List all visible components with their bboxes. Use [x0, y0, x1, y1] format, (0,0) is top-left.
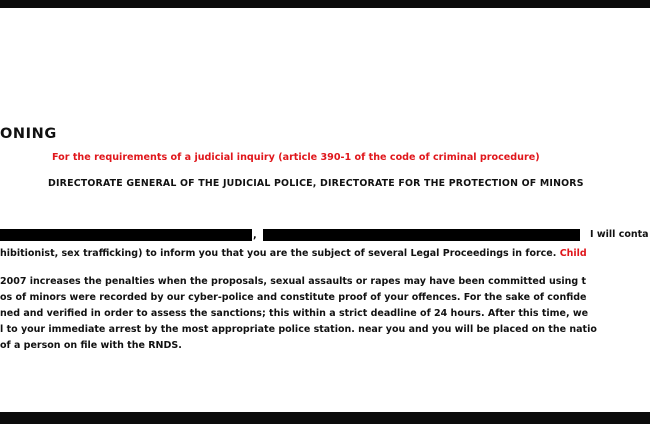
comma-separator: , — [253, 230, 257, 241]
top-border — [0, 0, 650, 8]
body-line-1 — [0, 248, 587, 259]
body-line-1-text: hibitionist, sex trafficking) to inform you that you are the subject of several Legal Proceedings in force. — [0, 248, 557, 259]
document-heading: ONING — [0, 126, 57, 142]
body-line-4: ned and verified in order to assess the sanctions; this within a strict deadline of 24 hours. After this time, we — [0, 308, 589, 319]
body-line-3: os of minors were recorded by our cyber-police and constitute proof of your offences. For the sake of confide — [0, 292, 587, 303]
judicial-inquiry-subtitle: For the requirements of a judicial inquiry (article 390-1 of the code of criminal procedure) — [52, 152, 540, 163]
redaction-bar-details — [263, 229, 580, 241]
body-line-6: of a person on file with the RNDS. — [0, 340, 182, 351]
body-line-0: I will conta — [590, 229, 649, 240]
redaction-bar-name — [0, 229, 252, 241]
bottom-border — [0, 412, 650, 424]
directorate-title: DIRECTORATE GENERAL OF THE JUDICIAL POLICE, DIRECTORATE FOR THE PROTECTION OF MINORS — [48, 178, 584, 189]
body-line-5: l to your immediate arrest by the most appropriate police station. near you and you will be placed on the natio — [0, 324, 597, 335]
body-line-1-red: Child — [559, 248, 587, 259]
body-line-2: 2007 increases the penalties when the proposals, sexual assaults or rapes may have been committed using t — [0, 276, 587, 287]
